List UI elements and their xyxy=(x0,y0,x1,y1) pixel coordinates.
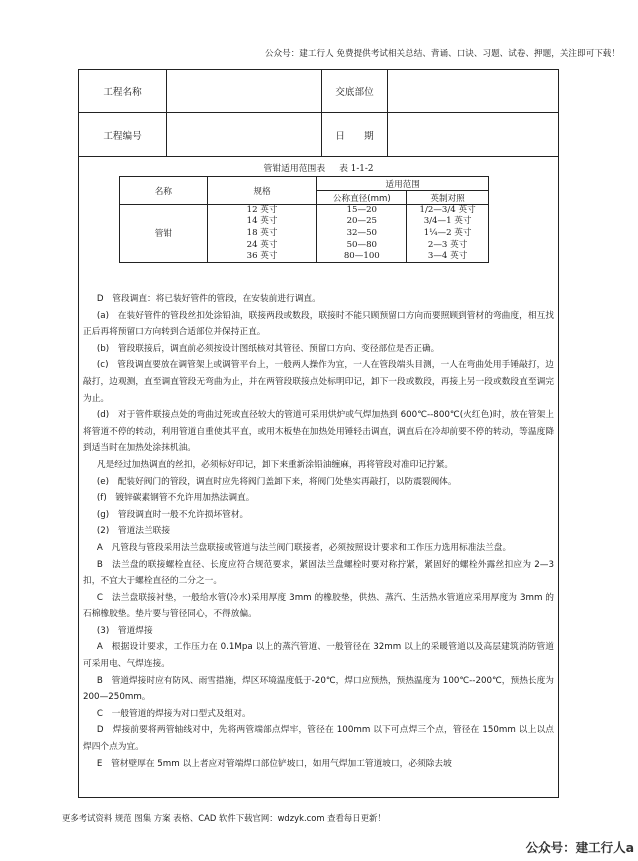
spec-cell: 14 英寸 xyxy=(207,216,317,228)
project-no-value xyxy=(167,113,322,156)
paragraph: C 法兰盘联接衬垫，一般给水管(冷水)采用厚度 3mm 的橡胶垫，供热、蒸汽、生活热水管道应采用厚度为 3mm 的石棉橡胶垫。垫片要与管径同心，不得放偏。 xyxy=(83,592,554,620)
paragraph: D 焊接前要将两管轴线对中，先将两管端部点焊牢，管径在 100mm 以下可点焊三个点，管径在 150mm 以上以点焊四个点为宜。 xyxy=(83,725,554,753)
col-header-spec: 规格 xyxy=(207,177,317,205)
watermark: 公众号：建工行人a xyxy=(525,840,634,855)
imperial-cell: 3—4 英寸 xyxy=(407,251,489,263)
paragraph: (f) 镀锌碳素钢管不允许用加热法调直。 xyxy=(96,493,255,504)
paragraph: A 根据设计要求，工作压力在 0.1Mpa 以上的蒸汽管道、一般管径在 32mm 以上的采暖管道以及高层建筑消防管道可采用电、气焊连接。 xyxy=(83,642,554,670)
paragraph: B 法兰盘的联接螺栓直径、长度应符合规范要求，紧固法兰盘螺栓时要对称拧紧，紧固好的螺栓外露丝扣应为 2—3 扣，不宜大于螺栓直径的二分之一。 xyxy=(83,559,554,587)
spec-cell: 12 英寸 xyxy=(207,205,317,217)
col-header-name: 名称 xyxy=(120,177,208,205)
metric-cell: 20—25 xyxy=(317,216,407,228)
pipe-wrench-table xyxy=(119,176,489,263)
document-frame xyxy=(78,69,559,798)
body-text xyxy=(79,291,558,772)
col-header-metric: 公称直径(mm) xyxy=(317,191,407,205)
table-caption xyxy=(79,161,558,174)
metric-cell: 15—20 xyxy=(317,205,407,217)
paragraph: E 管材壁厚在 5mm 以上者应对管端焊口部位铲坡口，如用气焊加工管道坡口，必须除去坡 xyxy=(96,758,452,769)
col-header-imperial: 英制对照 xyxy=(407,191,489,205)
paragraph: (g) 管段调直时一般不允许损坏管材。 xyxy=(96,509,249,520)
info-row-project-no xyxy=(79,113,558,157)
table-row xyxy=(120,205,489,217)
handover-label: 交底部位 xyxy=(322,70,388,112)
footer-note: 更多考试资料 规范 图集 方案 表格、CAD 软件下载官网：wdzyk.com 查看每日更新！ xyxy=(62,813,386,823)
paragraph: (3) 管道焊接 xyxy=(96,625,153,636)
metric-cell: 32—50 xyxy=(317,228,407,240)
imperial-cell: 1/2—3/4 英寸 xyxy=(407,205,489,217)
paragraph: 凡是经过加热调直的丝扣，必须标好印记，卸下来重新涂铅油缠麻，再将管段对准印记拧紧。 xyxy=(96,459,454,470)
project-name-label: 工程名称 xyxy=(79,70,167,112)
paragraph: (c) 管段调直要放在调管架上或调管平台上，一般两人操作为宜，一人在管段端头目测，一人在弯曲处用手锤敲打，边敲打，边观测，直至调直管段无弯曲为止，并在两管段联接点处标明印记，卸下一段或数段，再接上另一段或数段直至调完为止。 xyxy=(83,360,554,404)
spec-cell: 36 英寸 xyxy=(207,251,317,263)
date-label: 日 期 xyxy=(322,113,388,156)
info-row-project-name xyxy=(79,70,558,113)
paragraph: (2) 管道法兰联接 xyxy=(96,526,171,537)
col-header-range: 适用范围 xyxy=(317,177,489,191)
project-name-value xyxy=(167,70,322,112)
row-name-cell: 管钳 xyxy=(120,205,208,263)
paragraph: B 管道焊接时应有防风、雨雪措施，焊区环境温度低于-20℃，焊口应预热，预热温度为 100℃--200℃，预热长度为 200—250mm。 xyxy=(83,675,554,703)
paragraph: (b) 管段联接后，调直前必须按设计图纸核对其管径、预留口方向、变径部位是否正确。 xyxy=(96,343,440,354)
paragraph: A 凡管段与管段采用法兰盘联接或管道与法兰阀门联接者，必须按照设计要求和工作压力选用标准法兰盘。 xyxy=(96,542,512,553)
paragraph: D 管段调直：将已装好管件的管段，在安装前进行调直。 xyxy=(96,294,321,304)
metric-cell: 50—80 xyxy=(317,239,407,251)
imperial-cell: 2—3 英寸 xyxy=(407,239,489,251)
metric-cell: 80—100 xyxy=(317,251,407,263)
paragraph: C 一般管道的焊接为对口型式及组对。 xyxy=(96,708,251,719)
paragraph: (e) 配装好阀门的管段，调直时应先将阀门盖卸下来，将阀门处垫实再敲打，以防震裂阀体。 xyxy=(96,476,457,487)
paragraph: (d) 对于管件联接点处的弯曲过死或直径较大的管道可采用烘炉或气焊加热到 600℃--800℃(火红色)时，放在管架上将管道不停的转动，利用管道自重使其平直，或用木板垫在加热处用锤轻击调直，调直后在冷却前要不停的转动，等温度降到适当时在加热处涂抹机油。 xyxy=(83,410,554,454)
imperial-cell: 3/4—1 英寸 xyxy=(407,216,489,228)
table-number: 表 1-1-2 xyxy=(339,164,374,174)
spec-cell: 18 英寸 xyxy=(207,228,317,240)
table-title: 管钳适用范围表 xyxy=(263,164,326,174)
date-value xyxy=(388,113,558,156)
paragraph: (a) 在装好管件的管段丝扣处涂铅油，联接两段或数段，联接时不能只顾预留口方向而要照顾到管材的弯曲度，相互找正后再将预留口方向转到合适部位并保持正直。 xyxy=(83,310,554,338)
header-note: 公众号：建工行人 免费提供考试相关总结、背诵、口诀、习题、试卷、押题，关注即可下载！ xyxy=(264,49,620,59)
project-no-label: 工程编号 xyxy=(79,113,167,156)
handover-value xyxy=(388,70,558,112)
imperial-cell: 1¹⁄₄—2 英寸 xyxy=(407,228,489,240)
spec-cell: 24 英寸 xyxy=(207,239,317,251)
